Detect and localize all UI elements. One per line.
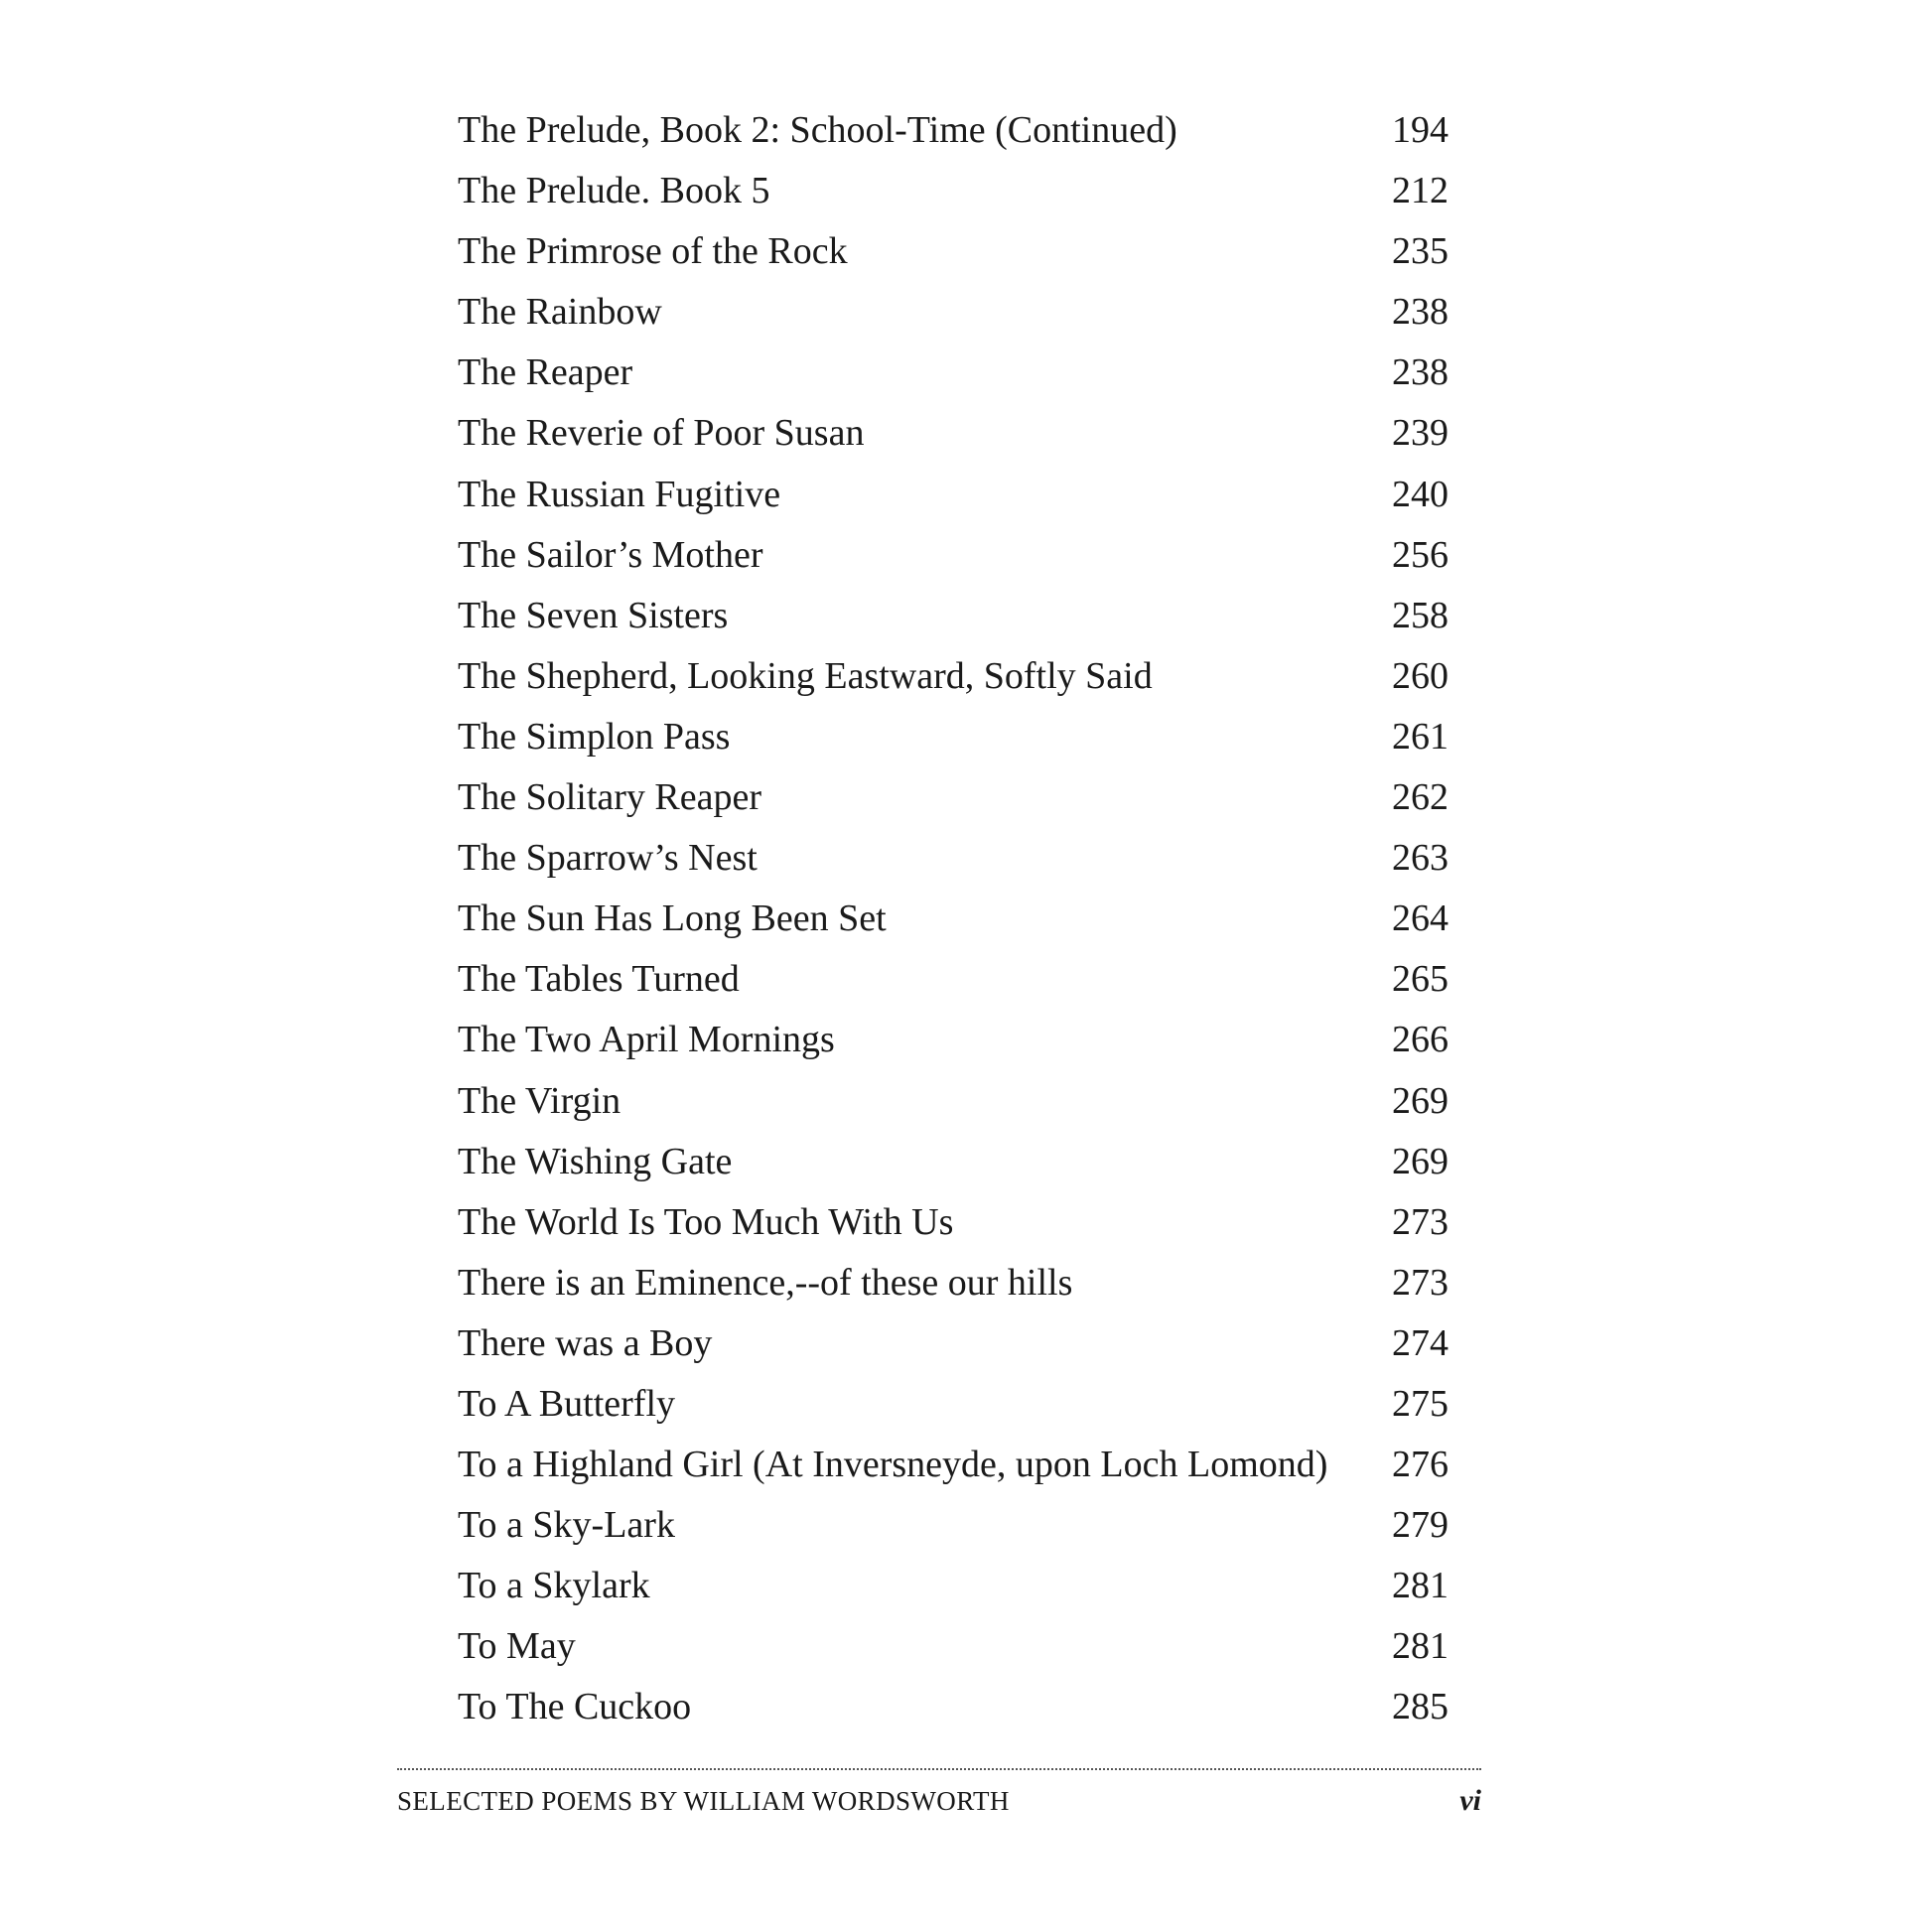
- toc-entry-title: To The Cuckoo: [458, 1686, 692, 1728]
- toc-entry-page: 238: [1392, 291, 1449, 334]
- toc-entry-page: 235: [1392, 230, 1449, 273]
- toc-entry-page: 261: [1392, 715, 1449, 758]
- toc-entry-page: 275: [1392, 1382, 1449, 1425]
- toc-entry: [458, 889, 1450, 949]
- toc-entry-title: The Reverie of Poor Susan: [458, 412, 865, 455]
- toc-entry: [458, 1132, 1450, 1192]
- toc-entry: [458, 403, 1450, 464]
- toc-entry-page: 264: [1392, 897, 1449, 940]
- toc-entry-page: 258: [1392, 594, 1449, 636]
- toc-entry: [458, 828, 1450, 889]
- toc-entry-page: 266: [1392, 1019, 1449, 1061]
- toc-entry-page: 239: [1392, 412, 1449, 455]
- table-of-contents: [458, 100, 1450, 1738]
- toc-entry-title: The Rainbow: [458, 291, 662, 334]
- toc-entry: [458, 707, 1450, 767]
- toc-entry-title: The World Is Too Much With Us: [458, 1200, 954, 1243]
- toc-entry-page: 263: [1392, 837, 1449, 880]
- toc-entry: [458, 1313, 1450, 1374]
- toc-entry-page: 269: [1392, 1079, 1449, 1122]
- toc-entry: [458, 1374, 1450, 1435]
- toc-entry-title: The Solitary Reaper: [458, 776, 762, 819]
- toc-entry: [458, 646, 1450, 707]
- toc-entry: [458, 767, 1450, 828]
- toc-entry-title: There is an Eminence,--of these our hills: [458, 1261, 1073, 1304]
- footer-divider: [397, 1768, 1481, 1770]
- toc-entry: [458, 1071, 1450, 1132]
- toc-entry: [458, 221, 1450, 282]
- toc-entry-title: The Primrose of the Rock: [458, 230, 848, 273]
- toc-entry-title: The Wishing Gate: [458, 1140, 733, 1182]
- toc-entry-page: 274: [1392, 1321, 1449, 1364]
- toc-entry-title: The Seven Sisters: [458, 594, 729, 636]
- toc-entry-title: To a Sky-Lark: [458, 1504, 675, 1547]
- toc-entry-page: 281: [1392, 1625, 1449, 1668]
- toc-entry-title: The Shepherd, Looking Eastward, Softly Said: [458, 654, 1153, 697]
- toc-entry: [458, 949, 1450, 1010]
- toc-entry: [458, 282, 1450, 343]
- toc-entry-page: 256: [1392, 533, 1449, 576]
- running-footer-title: SELECTED POEMS BY WILLIAM WORDSWORTH: [397, 1786, 1010, 1816]
- toc-entry-title: The Two April Mornings: [458, 1019, 835, 1061]
- toc-entry-page: 276: [1392, 1444, 1449, 1486]
- toc-entry-page: 238: [1392, 351, 1449, 394]
- toc-entry: [458, 100, 1450, 161]
- toc-entry: [458, 586, 1450, 646]
- toc-entry-page: 273: [1392, 1261, 1449, 1304]
- toc-entry: [458, 1556, 1450, 1616]
- toc-entry-title: The Simplon Pass: [458, 715, 731, 758]
- page-number: vi: [1459, 1784, 1481, 1817]
- toc-entry-title: The Sun Has Long Been Set: [458, 897, 887, 940]
- toc-entry-page: 240: [1392, 473, 1449, 515]
- toc-entry-title: The Virgin: [458, 1079, 621, 1122]
- toc-entry-title: The Sailor’s Mother: [458, 533, 763, 576]
- toc-entry-title: The Russian Fugitive: [458, 473, 781, 515]
- toc-entry-page: 194: [1392, 109, 1449, 151]
- toc-entry: [458, 1495, 1450, 1556]
- toc-entry: [458, 1616, 1450, 1677]
- toc-entry-title: To A Butterfly: [458, 1382, 676, 1425]
- toc-entry: [458, 161, 1450, 221]
- toc-entry-title: The Prelude. Book 5: [458, 170, 770, 212]
- toc-entry: [458, 1677, 1450, 1737]
- toc-entry-page: 279: [1392, 1504, 1449, 1547]
- toc-entry-title: The Tables Turned: [458, 958, 740, 1001]
- toc-entry-page: 212: [1392, 170, 1449, 212]
- toc-entry: [458, 1435, 1450, 1495]
- toc-entry-title: To a Skylark: [458, 1565, 650, 1607]
- toc-entry-title: The Prelude, Book 2: School-Time (Continued): [458, 109, 1177, 151]
- toc-entry-title: To a Highland Girl (At Inversneyde, upon Loch Lomond): [458, 1444, 1328, 1486]
- toc-entry: [458, 1192, 1450, 1253]
- toc-entry-page: 281: [1392, 1565, 1449, 1607]
- toc-entry-page: 273: [1392, 1200, 1449, 1243]
- toc-entry-page: 265: [1392, 958, 1449, 1001]
- toc-entry: [458, 465, 1450, 525]
- toc-entry: [458, 525, 1450, 586]
- toc-entry-title: The Reaper: [458, 351, 633, 394]
- toc-entry-page: 285: [1392, 1686, 1449, 1728]
- toc-entry: [458, 1010, 1450, 1070]
- toc-entry-page: 262: [1392, 776, 1449, 819]
- toc-entry-title: The Sparrow’s Nest: [458, 837, 758, 880]
- toc-entry: [458, 343, 1450, 403]
- toc-entry-title: To May: [458, 1625, 576, 1668]
- toc-entry-page: 269: [1392, 1140, 1449, 1182]
- toc-entry-page: 260: [1392, 654, 1449, 697]
- toc-entry: [458, 1253, 1450, 1313]
- toc-entry-title: There was a Boy: [458, 1321, 713, 1364]
